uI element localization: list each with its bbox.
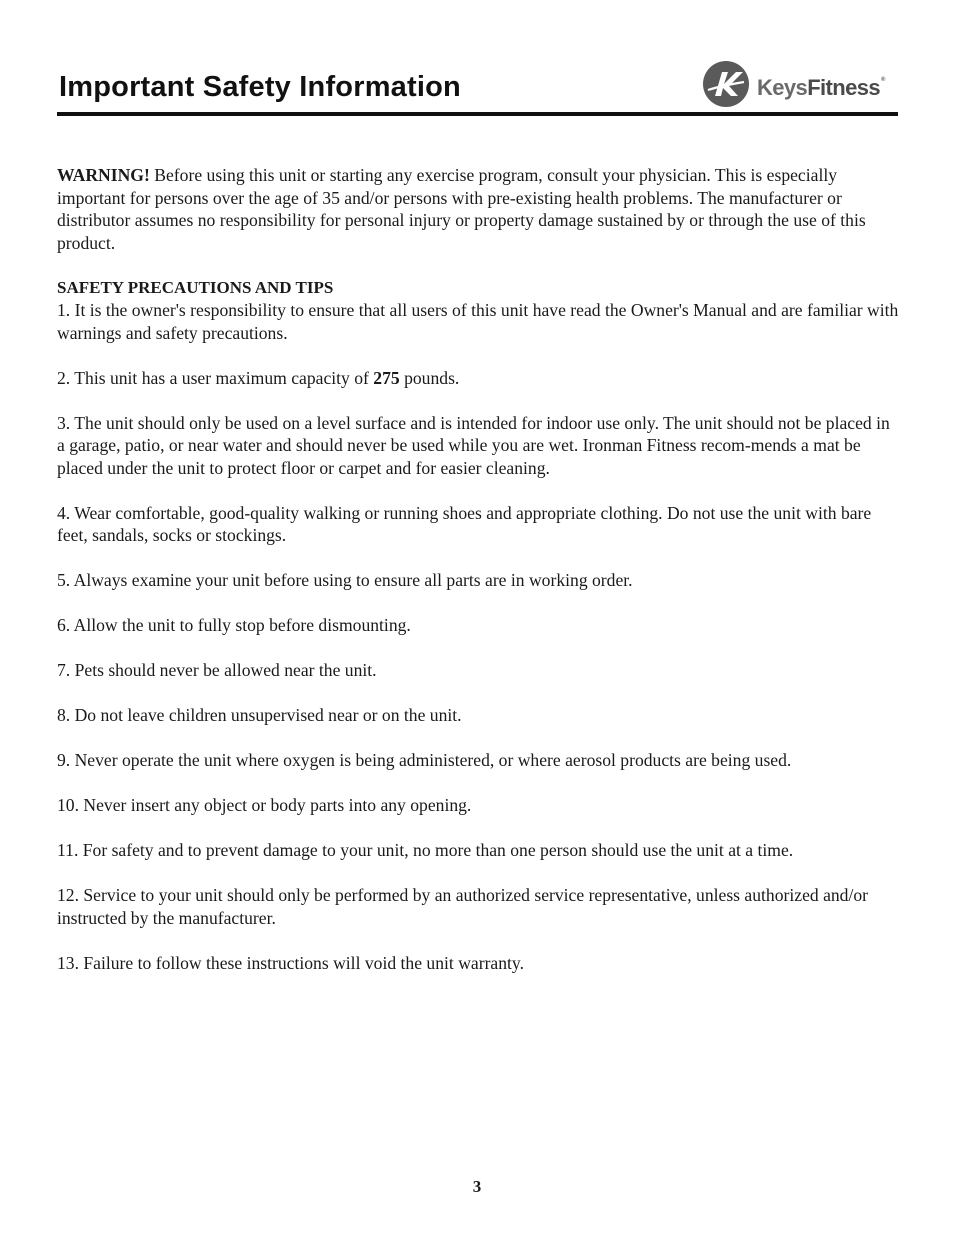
- safety-item-1: 1. It is the owner's responsibility to ensure that all users of this unit have read the Owner's Manual and are familiar with warnings and safety precautions.: [57, 300, 899, 343]
- warning-text: Before using this unit or starting any exercise program, consult your physician. This is especially important for persons over the age of 35 and/or persons with pre-existing health problems. The manufacturer or distributor assumes no responsibility for personal injury or property damage sustained by or through the use of this product.: [57, 165, 866, 253]
- page-header: [57, 58, 898, 116]
- capacity-value: 275: [373, 367, 400, 388]
- capacity-unit: pounds.: [399, 367, 460, 388]
- safety-section-title: SAFETY PRECAUTIONS AND TIPS: [57, 277, 334, 297]
- warning-label: WARNING!: [57, 165, 150, 185]
- header-divider: [57, 112, 898, 116]
- safety-item-4: 4. Wear comfortable, good-quality walking or running shoes and appropriate clothing. Do not use the unit with bare feet, sandals, socks or stockings.: [57, 502, 872, 545]
- safety-item-3: 3. The unit should only be used on a level surface and is intended for indoor use only. The unit should not be placed in a garage, patio, or near water and should never be used while you are wet. Ironman Fitness recom-mends a mat be placed under the unit to protect floor or carpet and for easier cleaning.: [57, 412, 890, 478]
- page-number: 3: [472, 1177, 482, 1196]
- safety-item-9: 9. Never operate the unit where oxygen is being administered, or where aerosol products are being used.: [57, 750, 792, 770]
- logo-text-keys: Keys: [757, 75, 808, 100]
- safety-item-7: 7. Pets should never be allowed near the unit.: [57, 660, 377, 680]
- safety-item-2-text: 2. This unit has a user maximum capacity of: [57, 367, 374, 388]
- warning-paragraph: [57, 164, 899, 254]
- keys-fitness-logo: [702, 60, 898, 110]
- safety-item-5: 5. Always examine your unit before using to ensure all parts are in working order.: [57, 570, 633, 590]
- safety-item-12: 12. Service to your unit should only be performed by an authorized service representative, unless authorized and/or instructed by the manufacturer.: [57, 885, 869, 928]
- logo-text-fitness: Fitness: [807, 75, 881, 100]
- safety-item-13: 13. Failure to follow these instructions will void the unit warranty.: [57, 952, 524, 973]
- document-body: [57, 164, 899, 974]
- safety-item-6: 6. Allow the unit to fully stop before dismounting.: [57, 615, 411, 635]
- safety-item-8: 8. Do not leave children unsupervised near or on the unit.: [57, 705, 462, 725]
- keys-fitness-wordmark: [757, 77, 885, 99]
- page-title: Important Safety Information: [59, 71, 461, 103]
- keys-fitness-logo-icon: [702, 60, 750, 108]
- safety-item-11: 11. For safety and to prevent damage to your unit, no more than one person should use the unit at a time.: [57, 840, 794, 860]
- safety-item-2: [57, 367, 899, 390]
- registered-mark: ®: [881, 77, 885, 83]
- safety-item-10: 10. Never insert any object or body parts into any opening.: [57, 795, 472, 815]
